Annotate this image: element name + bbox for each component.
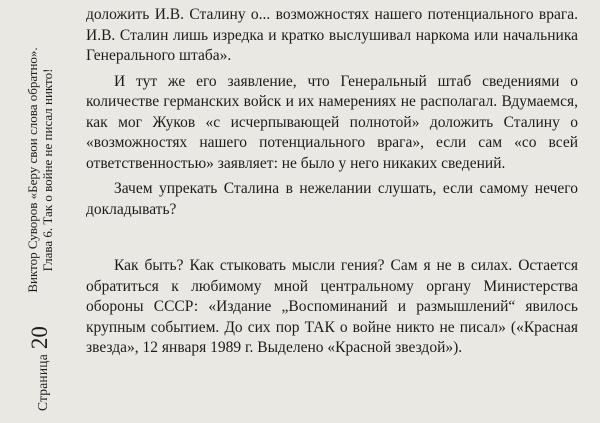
page-number: 20 <box>27 326 52 350</box>
body-text <box>86 5 578 359</box>
paragraph: доложить И.В. Сталину о... возможностях нашего потенциального врага. И.В. Сталин лишь изредка и кратко выслушивал наркома или начальника Генерального штаба». <box>86 6 578 64</box>
page-margin <box>0 0 76 423</box>
paragraph: Как быть? Как стыковать мысли гения? Сам я не в силах. Остается обратиться к любимому мной центральному органу Министерства обороны СССР: «Издание „Воспоминаний и размышлений“ явилось крупным событием. До сих пор ТАК о войне никто не писал» («Красная звезда», 12 января 1989 г. Выделено «Красной звездой»). <box>86 257 578 356</box>
page-number-block <box>27 327 53 411</box>
chapter-title-line: Глава 6. Так о войне не писал никто! <box>40 68 55 272</box>
book-title-line: Виктор Суворов «Беру свои слова обратно». <box>24 47 40 293</box>
book-running-header <box>25 7 56 327</box>
rotated-margin-text <box>7 7 73 417</box>
paragraph: И тут же его заявление, что Генеральный штаб сведениями о количестве германских войск и их намерениях не располагал. Вдумаемся, как мог Жуков «с исчерпывающей полнотой» доложить Сталину о «возможностях нашего потенциального врага», если сам «со всей ответственностью» заявляет: не было у него никаких сведений. <box>86 72 578 172</box>
page-label: Страница <box>35 354 50 411</box>
paragraph: Зачем упрекать Сталина в нежелании слушать, если самому нечего докладывать? <box>86 180 578 218</box>
